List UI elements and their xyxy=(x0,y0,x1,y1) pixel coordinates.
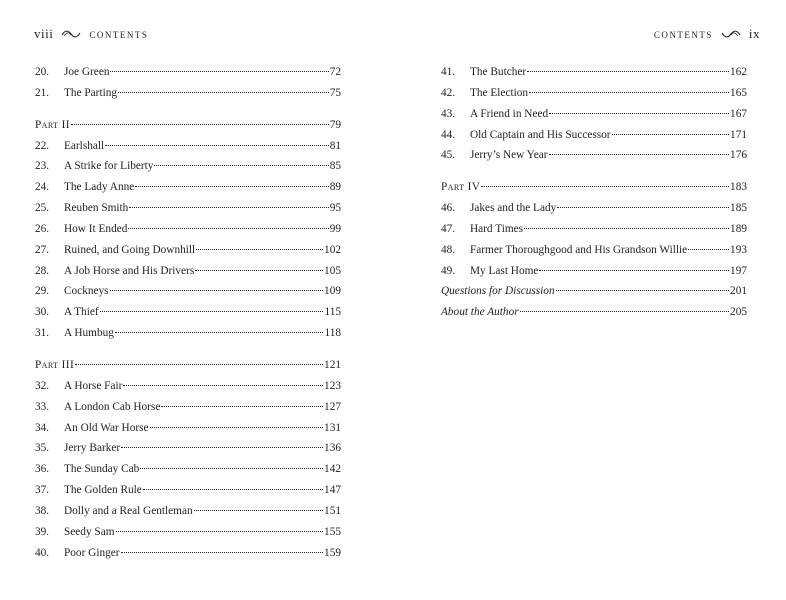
toc-back-matter-entry xyxy=(441,302,747,323)
chapter-title: A Friend in Need xyxy=(470,107,549,120)
chapter-number: 24. xyxy=(35,181,50,194)
dot-leader xyxy=(556,289,729,291)
chapter-title: Jerry Barker xyxy=(64,442,121,455)
dot-leader xyxy=(115,331,324,333)
dot-leader xyxy=(612,133,729,135)
chapter-title: My Last Home xyxy=(470,264,539,277)
toc-chapter-entry xyxy=(441,145,747,166)
toc-chapter-entry xyxy=(35,156,341,177)
entry-page-number: 171 xyxy=(730,128,747,141)
chapter-title: A London Cab Horse xyxy=(64,400,161,413)
entry-page-number: 151 xyxy=(324,504,341,517)
chapter-number: 32. xyxy=(35,379,50,392)
chapter-number: 23. xyxy=(35,160,50,173)
running-head xyxy=(654,26,760,42)
chapter-title: The Golden Rule xyxy=(64,484,142,497)
chapter-number: 47. xyxy=(441,222,456,235)
entry-page-number: 131 xyxy=(324,421,341,434)
dot-leader xyxy=(481,185,729,187)
chapter-number: 37. xyxy=(35,484,50,497)
dot-leader xyxy=(194,509,323,511)
dot-leader xyxy=(118,91,329,93)
chapter-title: The Election xyxy=(470,86,529,99)
toc-chapter-entry xyxy=(441,62,747,83)
running-head-title: contents xyxy=(653,26,713,41)
dot-leader xyxy=(110,70,328,72)
section-spacer xyxy=(35,344,341,355)
chapter-title: Ruined, and Going Downhill xyxy=(64,243,196,256)
dot-leader xyxy=(135,185,328,187)
chapter-title: Hard Times xyxy=(470,222,524,235)
part-label: Part III xyxy=(35,358,75,371)
chapter-title: The Sunday Cab xyxy=(64,463,140,476)
entry-page-number: 102 xyxy=(324,243,341,256)
chapter-number: 30. xyxy=(35,306,50,319)
dot-leader xyxy=(140,467,323,469)
dot-leader xyxy=(123,384,323,386)
dot-leader xyxy=(529,91,729,93)
toc-chapter-entry xyxy=(35,240,341,261)
entry-page-number: 79 xyxy=(329,118,341,131)
toc-chapter-entry xyxy=(441,198,747,219)
entry-page-number: 118 xyxy=(324,327,341,340)
dot-leader xyxy=(539,269,729,271)
chapter-number: 44. xyxy=(441,128,456,141)
chapter-title: Seedy Sam xyxy=(64,525,115,538)
chapter-number: 27. xyxy=(35,243,50,256)
part-label: Part IV xyxy=(441,181,481,194)
chapter-title: Jerry’s New Year xyxy=(470,149,548,162)
dot-leader xyxy=(688,248,729,250)
chapter-number: 28. xyxy=(35,264,50,277)
toc-chapter-entry xyxy=(441,125,747,146)
dot-leader xyxy=(100,310,324,312)
toc-chapter-entry xyxy=(35,198,341,219)
chapter-number: 49. xyxy=(441,264,456,277)
dot-leader xyxy=(196,248,323,250)
dot-leader xyxy=(121,551,324,553)
toc-chapter-entry xyxy=(441,261,747,282)
chapter-title: An Old War Horse xyxy=(64,421,149,434)
entry-page-number: 95 xyxy=(329,202,341,215)
entry-page-number: 165 xyxy=(730,86,747,99)
chapter-number: 46. xyxy=(441,202,456,215)
entry-page-number: 197 xyxy=(730,264,747,277)
entry-page-number: 105 xyxy=(324,264,341,277)
entry-page-number: 189 xyxy=(730,222,747,235)
toc-chapter-entry xyxy=(35,376,341,397)
chapter-title: Cockneys xyxy=(64,285,109,298)
entry-title: Questions for Discussion xyxy=(441,285,555,298)
page-number: ix xyxy=(748,26,760,41)
chapter-title: Earlshall xyxy=(64,139,105,152)
entry-page-number: 159 xyxy=(324,546,341,559)
chapter-title: A Thief xyxy=(64,306,99,319)
chapter-title: A Job Horse and His Drivers xyxy=(64,264,195,277)
entry-page-number: 115 xyxy=(324,306,341,319)
entry-page-number: 183 xyxy=(730,181,747,194)
toc-chapter-entry xyxy=(35,397,341,418)
entry-page-number: 109 xyxy=(324,285,341,298)
dot-leader xyxy=(116,530,324,532)
chapter-number: 45. xyxy=(441,149,456,162)
toc-back-matter-entry xyxy=(441,281,747,302)
dot-leader xyxy=(71,123,329,125)
chapter-title: Farmer Thoroughgood and His Grandson Willie xyxy=(470,243,688,256)
entry-page-number: 121 xyxy=(324,358,341,371)
section-spacer xyxy=(441,166,747,177)
entry-page-number: 162 xyxy=(730,66,747,78)
chapter-number: 25. xyxy=(35,202,50,215)
page-number: viii xyxy=(34,26,54,41)
entry-title: About the Author xyxy=(441,306,519,319)
entry-page-number: 167 xyxy=(730,107,747,120)
entry-page-number: 136 xyxy=(324,442,341,455)
entry-page-number: 193 xyxy=(730,243,747,256)
chapter-number: 26. xyxy=(35,222,50,235)
toc-chapter-entry xyxy=(35,281,341,302)
toc-part-entry xyxy=(35,355,341,376)
toc-chapter-entry xyxy=(35,219,341,240)
chapter-title: The Parting xyxy=(64,86,118,99)
dot-leader xyxy=(549,112,729,114)
chapter-number: 40. xyxy=(35,546,50,559)
chapter-title: Dolly and a Real Gentleman xyxy=(64,504,193,517)
chapter-number: 43. xyxy=(441,107,456,120)
entry-page-number: 147 xyxy=(324,484,341,497)
dot-leader xyxy=(549,153,730,155)
chapter-title: Reuben Smith xyxy=(64,202,129,215)
dot-leader xyxy=(524,227,729,229)
chapter-number: 48. xyxy=(441,243,456,256)
chapter-number: 34. xyxy=(35,421,50,434)
toc-chapter-entry xyxy=(35,62,341,83)
dot-leader xyxy=(110,289,323,291)
entry-page-number: 155 xyxy=(324,525,341,538)
entry-page-number: 99 xyxy=(329,222,341,235)
entry-page-number: 185 xyxy=(730,202,747,215)
part-label: Part II xyxy=(35,118,70,131)
chapter-number: 42. xyxy=(441,86,456,99)
chapter-number: 36. xyxy=(35,463,50,476)
running-head xyxy=(34,26,148,42)
entry-page-number: 201 xyxy=(730,285,747,298)
chapter-title: The Lady Anne xyxy=(64,181,135,194)
toc-chapter-entry xyxy=(35,480,341,501)
chapter-title: A Humbug xyxy=(64,327,114,340)
section-spacer xyxy=(35,104,341,115)
toc-chapter-entry xyxy=(35,136,341,157)
dot-leader xyxy=(129,206,328,208)
toc-chapter-entry xyxy=(441,83,747,104)
chapter-title: Jakes and the Lady xyxy=(470,202,557,215)
dot-leader xyxy=(75,363,323,365)
toc-chapter-entry xyxy=(441,219,747,240)
entry-page-number: 176 xyxy=(730,149,747,162)
toc-chapter-entry xyxy=(441,240,747,261)
toc-chapter-entry xyxy=(35,501,341,522)
toc-part-entry xyxy=(35,115,341,136)
dot-leader xyxy=(195,269,323,271)
toc-chapter-entry xyxy=(441,104,747,125)
running-head-title: contents xyxy=(89,26,149,41)
entry-page-number: 142 xyxy=(324,463,341,476)
entry-page-number: 123 xyxy=(324,379,341,392)
toc-chapter-entry xyxy=(35,177,341,198)
entry-page-number: 89 xyxy=(329,181,341,194)
chapter-number: 39. xyxy=(35,525,50,538)
chapter-title: Poor Ginger xyxy=(64,546,120,559)
dot-leader xyxy=(150,426,324,428)
toc-chapter-entry xyxy=(35,418,341,439)
dot-leader xyxy=(128,227,328,229)
entry-page-number: 75 xyxy=(329,86,341,99)
chapter-number: 38. xyxy=(35,504,50,517)
dot-leader xyxy=(143,488,323,490)
dot-leader xyxy=(121,446,323,448)
toc-chapter-entry xyxy=(35,302,341,323)
chapter-number: 31. xyxy=(35,327,50,340)
chapter-number: 41. xyxy=(441,66,456,78)
dot-leader xyxy=(527,70,729,72)
entry-page-number: 81 xyxy=(329,139,341,152)
toc-chapter-entry xyxy=(35,543,341,564)
dot-leader xyxy=(154,164,328,166)
table-of-contents xyxy=(35,62,341,563)
chapter-number: 33. xyxy=(35,400,50,413)
chapter-title: A Strike for Liberty xyxy=(64,160,154,173)
chapter-title: A Horse Fair xyxy=(64,379,123,392)
flourish-ornament-icon xyxy=(721,29,741,39)
chapter-number: 35. xyxy=(35,442,50,455)
toc-chapter-entry xyxy=(35,438,341,459)
toc-chapter-entry xyxy=(35,83,341,104)
chapter-title: How It Ended xyxy=(64,222,128,235)
chapter-title: The Butcher xyxy=(470,66,527,78)
right-page xyxy=(393,0,786,600)
entry-page-number: 72 xyxy=(329,66,341,78)
chapter-number: 22. xyxy=(35,139,50,152)
toc-chapter-entry xyxy=(35,323,341,344)
toc-chapter-entry xyxy=(35,522,341,543)
dot-leader xyxy=(520,310,729,312)
entry-page-number: 85 xyxy=(329,160,341,173)
toc-part-entry xyxy=(441,177,747,198)
chapter-number: 29. xyxy=(35,285,50,298)
dot-leader xyxy=(557,206,729,208)
dot-leader xyxy=(105,144,329,146)
toc-chapter-entry xyxy=(35,261,341,282)
chapter-title: Old Captain and His Successor xyxy=(470,128,611,141)
chapter-title: Joe Green xyxy=(64,66,110,78)
flourish-ornament-icon xyxy=(61,29,81,39)
chapter-number: 21. xyxy=(35,86,50,99)
entry-page-number: 205 xyxy=(730,306,747,319)
table-of-contents xyxy=(441,62,747,323)
entry-page-number: 127 xyxy=(324,400,341,413)
dot-leader xyxy=(161,405,323,407)
toc-chapter-entry xyxy=(35,459,341,480)
chapter-number: 20. xyxy=(35,66,50,78)
